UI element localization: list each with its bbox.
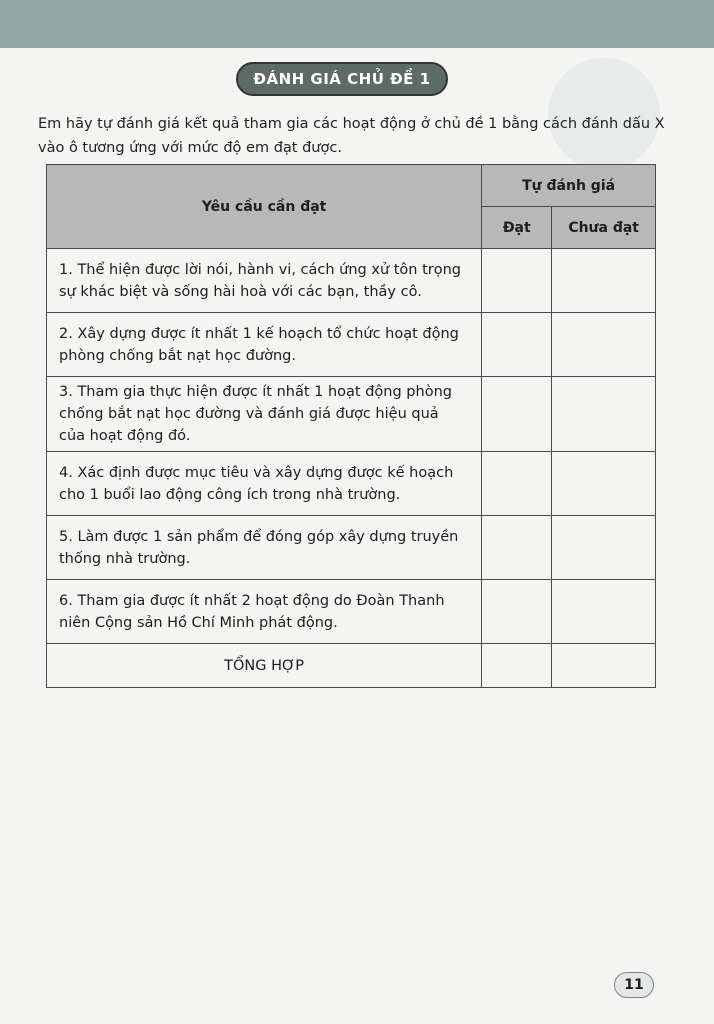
self-evaluation-table: [46, 164, 656, 688]
page-number: 11: [614, 972, 654, 998]
header-requirement: Yêu cầu cần đạt: [47, 165, 482, 249]
table-row: [47, 249, 656, 313]
requirement-cell: 6. Tham gia được ít nhất 2 hoạt động do Đoàn Thanh niên Cộng sản Hồ Chí Minh phát động.: [47, 580, 482, 644]
fail-checkbox-cell[interactable]: [552, 313, 656, 377]
table-row: [47, 313, 656, 377]
section-title: ĐÁNH GIÁ CHỦ ĐỀ 1: [236, 62, 448, 96]
fail-checkbox-cell[interactable]: [552, 516, 656, 580]
fail-checkbox-cell[interactable]: [552, 580, 656, 644]
pass-checkbox-cell[interactable]: [482, 516, 552, 580]
intro-paragraph: Em hãy tự đánh giá kết quả tham gia các hoạt động ở chủ đề 1 bằng cách đánh dấu X vào ô tương ứng với mức độ em đạt được.: [38, 116, 665, 156]
total-row: [47, 644, 656, 688]
pass-checkbox-cell[interactable]: [482, 313, 552, 377]
table-row: [47, 580, 656, 644]
requirement-cell: 1. Thể hiện được lời nói, hành vi, cách ứng xử tôn trọng sự khác biệt và sống hài hoà với các bạn, thầy cô.: [47, 249, 482, 313]
pass-checkbox-cell[interactable]: [482, 249, 552, 313]
pass-checkbox-cell[interactable]: [482, 377, 552, 452]
header-pass: Đạt: [482, 207, 552, 249]
requirement-cell: 5. Làm được 1 sản phẩm để đóng góp xây dựng truyền thống nhà trường.: [47, 516, 482, 580]
requirement-cell: 3. Tham gia thực hiện được ít nhất 1 hoạt động phòng chống bắt nạt học đường và đánh giá được hiệu quả của hoạt động đó.: [47, 377, 482, 452]
fail-checkbox-cell[interactable]: [552, 452, 656, 516]
pass-checkbox-cell[interactable]: [482, 452, 552, 516]
top-color-band: [0, 0, 714, 48]
requirement-cell: 4. Xác định được mục tiêu và xây dựng được kế hoạch cho 1 buổi lao động công ích trong nhà trường.: [47, 452, 482, 516]
fail-checkbox-cell[interactable]: [552, 377, 656, 452]
total-fail-cell[interactable]: [552, 644, 656, 688]
header-self-eval: Tự đánh giá: [482, 165, 656, 207]
total-pass-cell[interactable]: [482, 644, 552, 688]
table-row: [47, 377, 656, 452]
total-label: TỔNG HỢP: [47, 644, 482, 688]
table-row: [47, 516, 656, 580]
pass-checkbox-cell[interactable]: [482, 580, 552, 644]
table-row: [47, 452, 656, 516]
requirement-cell: 2. Xây dựng được ít nhất 1 kế hoạch tổ chức hoạt động phòng chống bắt nạt học đường.: [47, 313, 482, 377]
fail-checkbox-cell[interactable]: [552, 249, 656, 313]
header-fail: Chưa đạt: [552, 207, 656, 249]
